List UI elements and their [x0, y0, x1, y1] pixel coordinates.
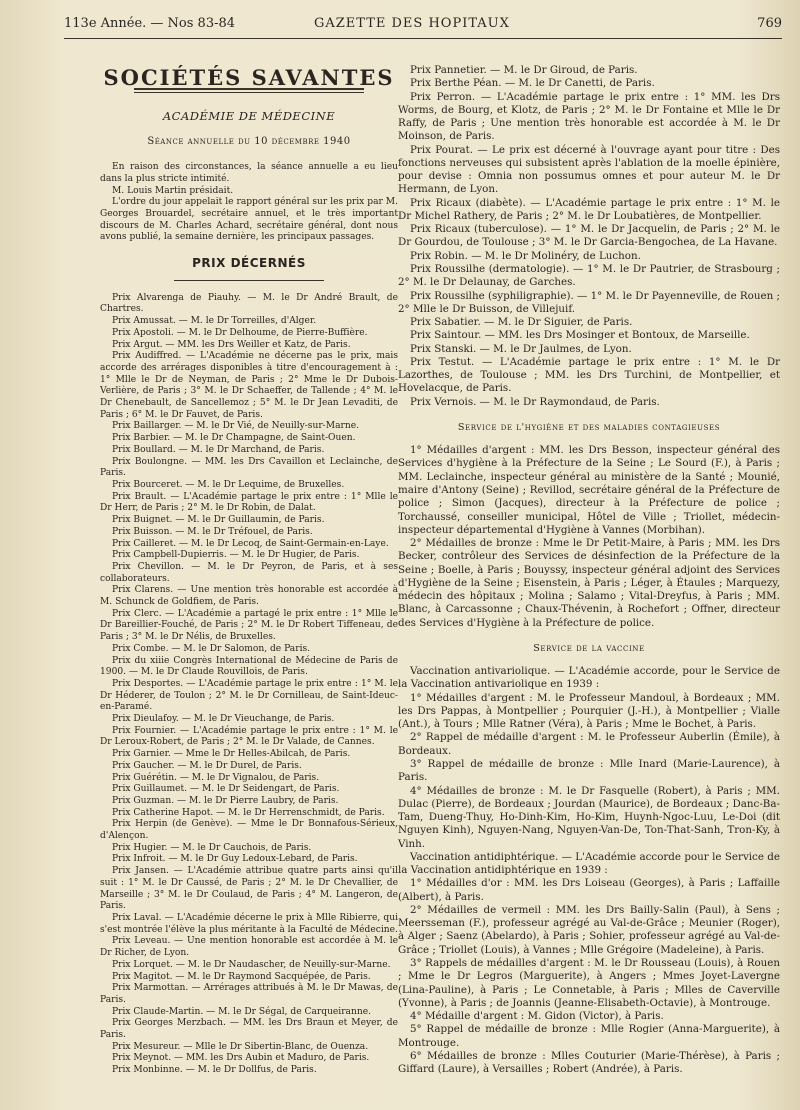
- vaccine-medal-entry: Vaccination antidiphtérique. — L'Académie accorde pour le Service de la Vaccination antidiphtérique en 1939 :: [398, 850, 780, 877]
- prize-entry: Prix Vernois. — M. le Dr Raymondaud, de Paris.: [410, 395, 660, 408]
- prize-entry: Prix Leveau. — Une mention honorable est accordée à M. le Dr Richer, de Lyon.: [100, 936, 398, 959]
- hygiene-heading: Service de l'hygiène et des maladies contagieuses: [457, 421, 721, 433]
- page-header: [64, 14, 782, 38]
- prize-entry: Prix Meynot. — MM. les Drs Aubin et Maduro, de Paris.: [112, 1053, 370, 1064]
- vaccine-medal-entry: 5° Rappel de médaille de bronze : Mlle Rogier (Anna-Marguerite), à Montrouge.: [398, 1023, 780, 1049]
- prize-entry: Prix Pannetier. — M. le Dr Giroud, de Paris.: [410, 64, 638, 76]
- prize-entry: Prix Robin. — M. le Dr Molinéry, de Luchon.: [410, 249, 641, 262]
- right-column: [398, 64, 780, 1076]
- prize-entry: Prix Ricaux (diabète). — L'Académie partage le prix entre : 1° M. le Dr Michel Rathery, de Paris ; 2° M. le Dr Loubatières, de Montpellier.: [398, 196, 780, 222]
- prize-entry: Prix Apostoli. — M. le Dr Delhoume, de Pierre-Buffière.: [112, 327, 368, 338]
- hygiene-medal-entry: 2° Médailles de bronze : Mme le Dr Petit-Maire, à Paris ; MM. les Drs Becker, contrôleur des Services de désinfection de la Préfecture de la Seine ; Boelle, à Paris ; Bouyssy, inspecteur général adjoint des Services d'Hygiène de la Seine ; Eisenstein, à Paris ; Léger, à Étaules ; Marquezy, médecin des hôpitaux ; Molina ; Salamo ; Vital-Dreyfus, à Paris ; MM. Blanc, à Carcassonne ; Chaux-Thévenin, à Rochefort ; Offner, directeur des Services d'Hygiène à la Préfecture de police.: [398, 537, 780, 629]
- prize-entry: Prix du xiiie Congrès International de Médecine de Paris de 1900. — M. le Dr Claude Rouvillois, de Paris.: [100, 655, 398, 678]
- prize-entry: Prix Mesureur. — Mlle le Dr Sibertin-Blanc, de Ouenza.: [112, 1041, 369, 1052]
- journal-title: GAZETTE DES HOPITAUX: [314, 16, 510, 31]
- vaccine-medal-entry: Vaccination antivariolique. — L'Académie accorde, pour le Service de la Vaccination antivariolique en 1939 :: [398, 665, 780, 691]
- prize-entry: Prix Ricaux (tuberculose). — 1° M. le Dr Jacquelin, de Paris ; 2° M. le Dr Gourdou, de Toulouse ; 3° M. le Dr Garcia-Bengochea, de La Havane.: [398, 223, 780, 249]
- prize-entry: Prix Dieulafoy. — M. le Dr Vieuchange, de Paris.: [112, 714, 335, 725]
- prize-entry: Prix Georges Merzbach. — MM. les Drs Braun et Meyer, de Paris.: [100, 1018, 398, 1041]
- prize-entry: Prix Clarens. — Une mention très honorable est accordée à M. Schunck de Goldfiem, de Paris.: [100, 585, 398, 608]
- prize-entry: Prix Garnier. — Mme le Dr Helles-Abilcah, de Paris.: [112, 749, 351, 760]
- prize-entry: Prix Perron. — L'Académie partage le prix entre : 1° MM. les Drs Worms, de Bourg, et Klotz, de Paris ; 2° M. le Dr Fontaine et Mlle le Dr Raffy, de Paris ; Une mention très honorable est accordée à M. le Dr Moinson, de Paris.: [398, 90, 780, 143]
- left-prize-list: [100, 293, 398, 1077]
- prize-entry: Prix Magitot. — M. le Dr Raymond Sacquépée, de Paris.: [112, 971, 371, 982]
- prize-entry: Prix Audiffred. — L'Académie ne décerne pas le prix, mais accorde des arrérages disponibles à titre d'encouragement à : 1° Mlle le Dr de Neyman, de Paris ; 2° Mme le Dr Dubois-Verlière, de Paris ; 3° M. le Dr Schaeffer, de Tallende ; 4° M. le Dr Chenebault, de Sancellemoz ; 5° M. le Dr Jean Levaditi, de Paris ; 6° M. le Dr Fauvet, de Paris.: [100, 351, 398, 420]
- prize-entry: Prix Buignet. — M. le Dr Guillaumin, de Paris.: [112, 515, 325, 526]
- vaccine-medal-entry: 1° Médailles d'argent : M. le Professeur Mandoul, à Bordeaux ; MM. les Drs Pappas, à Montpellier ; Pourquier (J.-H.), à Montpellier ; Vialle (Ant.), à Tours ; Mlle Ratner (Véra), à Paris ; Mme le Bochet, à Paris.: [398, 691, 780, 731]
- vaccine-medal-entry: 6° Médailles de bronze : Mlles Couturier (Marie-Thérèse), à Paris ; Giffard (Laure), à Versailles ; Robert (Andrée), à Paris.: [398, 1049, 780, 1076]
- intro-paragraph: L'ordre du jour appelait le rapport général sur les prix par M. Georges Brouardel, secrétaire annuel, et le très important discours de M. Charles Achard, secrétaire général, dont nous avons publié, la semaine dernière, les principaux passages.: [100, 197, 398, 243]
- intro-paragraph: En raison des circonstances, la séance annuelle a eu lieu dans la plus stricte intimité.: [100, 162, 398, 184]
- prize-entry: Prix Guérétin. — M. le Dr Vignalou, de Paris.: [112, 772, 320, 783]
- prize-entry: Prix Baillarger. — M. le Dr Vié, de Neuilly-sur-Marne.: [112, 421, 359, 432]
- prize-entry: Prix Roussilhe (syphiligraphie). — 1° M. le Dr Payenneville, de Rouen ; 2° Mlle le Dr Buisson, de Villejuif.: [398, 289, 780, 315]
- intro-text: [100, 162, 398, 244]
- prize-entry: Prix Jansen. — L'Académie attribue quatre parts ainsi qu'il suit : 1° M. le Dr Caussé, de Paris ; 2° M. le Dr Chevallier, de Marseille ; 3° M. le Dr Coulaud, de Paris ; 4° M. Langeron, de Paris.: [100, 866, 398, 912]
- vaccine-heading: Service de la vaccine: [533, 642, 645, 654]
- vaccine-medal-entry: 3° Rappel de médaille de bronze : Mlle Inard (Marie-Laurence), à Paris.: [398, 758, 780, 784]
- vaccine-medal-entry: 4° Médailles de bronze : M. le Dr Fasquelle (Robert), à Paris ; MM. Dulac (Pierre), de Bordeaux ; Jourdan (Maurice), de Bordeaux ; Danc-Ba-Tam, Dueng-Thuy, Ho-Dinh-Kim, Ho-Kim, Huynh-Ngoc-Luu, Le-Doi (dit Nguyen Kinh), Nguyen-Nang, Nguyen-Van-De, Ton-That-Sanh, Tron-Ky, à Vinh.: [398, 784, 780, 850]
- prize-entry: Prix Boullard. — M. le Dr Marchand, de Paris.: [112, 444, 325, 455]
- prize-entry: Prix Barbier. — M. le Dr Champagne, de Saint-Ouen.: [112, 433, 356, 444]
- prize-entry: Prix Fournier. — L'Académie partage le prix entre : 1° M. le Dr Leroux-Robert, de Paris ; 2° M. le Dr Valade, de Cannes.: [100, 725, 398, 748]
- prize-entry: Prix Hugier. — M. le Dr Cauchois, de Paris.: [112, 842, 312, 853]
- left-column: [100, 64, 398, 1077]
- prize-entry: Prix Infroit. — M. le Dr Guy Ledoux-Lebard, de Paris.: [112, 854, 358, 865]
- page-number: 769: [757, 16, 782, 31]
- prize-entry: Prix Guillaumet. — M. le Dr Seidengart, de Paris.: [112, 784, 340, 795]
- intro-paragraph: M. Louis Martin présidait.: [112, 185, 234, 196]
- prize-entry: Prix Clerc. — L'Académie a partagé le prix entre : 1° Mlle le Dr Bareillier-Fouché, de Paris ; 2° M. le Dr Robert Tiffeneau, de Paris ; 3° M. le Dr Nélis, de Bruxelles.: [100, 608, 398, 643]
- prize-entry: Prix Laval. — L'Académie décerne le prix à Mlle Ribierre, qui s'est montrée l'élève la plus méritante à la Faculté de Médecine.: [100, 913, 398, 935]
- academy-title: ACADÉMIE DE MÉDECINE: [162, 108, 336, 123]
- prize-entry: Prix Cailleret. — M. le Dr Lecoq, de Saint-Germain-en-Laye.: [112, 538, 389, 549]
- prize-entry: Prix Marmottan. — Arrérages attribués à M. le Dr Mawas, de Paris.: [100, 983, 398, 1005]
- prize-entry: Prix Campbell-Dupierris. — M. le Dr Hugier, de Paris.: [112, 550, 360, 561]
- vaccine-list: [398, 665, 780, 1076]
- prize-entry: Prix Alvarenga de Piauhy. — M. le Dr André Brault, de Chartres.: [100, 292, 398, 315]
- vaccine-medal-entry: 2° Rappel de médaille d'argent : M. le Professeur Auberlin (Émile), à Bordeaux.: [398, 731, 780, 757]
- prize-entry: Prix Boulongne. — MM. les Drs Cavaillon et Leclainche, de Paris.: [100, 456, 398, 479]
- prize-entry: Prix Claude-Martin. — M. le Dr Ségal, de Carqueiranne.: [112, 1006, 371, 1017]
- prize-entry: Prix Herpin (de Genève). — Mme le Dr Bonnafous-Sérieux, d'Alençon.: [100, 819, 398, 842]
- prize-entry: Prix Berthe Péan. — M. le Dr Canetti, de Paris.: [410, 77, 655, 90]
- prize-entry: Prix Buisson. — M. le Dr Tréfouel, de Paris.: [112, 526, 313, 537]
- prize-entry: Prix Bourceret. — M. le Dr Lequime, de Bruxelles.: [112, 479, 345, 490]
- header-rule: [64, 38, 782, 39]
- prize-entry: Prix Saintour. — MM. les Drs Mosinger et Bontoux, de Marseille.: [410, 329, 750, 342]
- session-date: Séance annuelle du 10 décembre 1940: [147, 136, 351, 148]
- section-title: SOCIÉTÉS SAVANTES: [103, 65, 395, 90]
- prize-entry: Prix Desportes. — L'Académie partage le prix entre : 1° M. le Dr Héderer, de Toulon ; 2° M. le Dr Cornilleau, de Saint-Ideuc-en-Paramé.: [100, 678, 398, 713]
- vaccine-medal-entry: 1° Médailles d'or : MM. les Drs Loiseau (Georges), à Paris ; Laffaille (Albert), à Paris.: [398, 877, 780, 903]
- right-prize-list: [398, 64, 780, 409]
- issue-number: 113e Année. — Nos 83-84: [64, 16, 236, 31]
- prize-entry: Prix Chevillon. — M. le Dr Peyron, de Paris, et à ses collaborateurs.: [100, 561, 398, 584]
- vaccine-medal-entry: 3° Rappels de médailles d'argent : M. le Dr Rousseau (Louis), à Rouen ; Mme le Dr Legros (Marguerite), à Angers ; Mmes Joyet-Lavergne (Lina-Pauline), à Paris ; Le Connetable, à Paris ; Mlles de Caverville (Yvonne), à Paris ; de Joannis (Jeanne-Elisabeth-Octavie), à Montrouge.: [398, 957, 780, 1009]
- hygiene-medal-entry: 1° Médailles d'argent : MM. les Drs Besson, inspecteur général des Services d'hygiène à la Préfecture de la Seine ; Le Sourd (F.), à Paris ; MM. Leclainche, inspecteur général au ministère de la Santé ; Mounié, maire d'Antony (Seine) ; Revillod, secrétaire général de la Préfecture de police ; Simon (Jacques), directeur à la Préfecture de police ; Torchaussé, conseiller municipal, Hôtel de Ville ; Triollet, médecin-inspecteur départemental d'Hygiène à Vannes (Morbihan).: [398, 444, 780, 536]
- hygiene-list: [398, 444, 780, 630]
- prizes-rule: [174, 280, 324, 281]
- prize-entry: Prix Gaucher. — M. le Dr Durel, de Paris.: [112, 760, 302, 771]
- prize-entry: Prix Catherine Hapot. — M. le Dr Herrenschmidt, de Paris.: [112, 807, 385, 818]
- prize-entry: Prix Monbinne. — M. le Dr Dollfus, de Paris.: [112, 1065, 317, 1076]
- prize-entry: Prix Sabatier. — M. le Dr Siguier, de Paris.: [410, 316, 633, 329]
- prize-entry: Prix Roussilhe (dermatologie). — 1° M. le Dr Pautrier, de Strasbourg ; 2° M. le Dr Delaunay, de Garches.: [398, 262, 780, 289]
- vaccine-medal-entry: 4° Médaille d'argent : M. Gidon (Victor), à Paris.: [410, 1010, 664, 1023]
- prize-entry: Prix Lorquet. — M. le Dr Naudascher, de Neuilly-sur-Marne.: [112, 959, 391, 970]
- prize-entry: Prix Combe. — M. le Dr Salomon, de Paris.: [112, 643, 311, 654]
- vaccine-medal-entry: 2° Médailles de vermeil : MM. les Drs Bailly-Salin (Paul), à Sens ; Meersseman (F.), professeur agrégé au Val-de-Grâce ; Meunier (Roger), à Alger ; Saenz (Abelardo), à Paris ; Sohier, professeur agrégé au Val-de-Grâce ; Triollet (Louis), à Vannes ; Mlle Grégoire (Madeleine), à Paris.: [398, 903, 780, 956]
- prize-entry: Prix Pourat. — Le prix est décerné à l'ouvrage ayant pour titre : Des fonctions nerveuses qui subsistent après l'ablation de la moelle épinière, pour devise : Omnia non possumus omnes et pour auteur M. le Dr Hermann, de Lyon.: [398, 143, 780, 196]
- prizes-heading: PRIX DÉCERNÉS: [192, 256, 306, 271]
- prize-entry: Prix Testut. — L'Académie partage le prix entre : 1° M. le Dr Lazorthes, de Toulouse ; MM. les Drs Turchini, de Montpellier, et Hovelacque, de Paris.: [398, 355, 780, 395]
- prize-entry: Prix Argut. — MM. les Drs Weiller et Katz, de Paris.: [112, 339, 351, 350]
- prize-entry: Prix Amussat. — M. le Dr Torreilles, d'Alger.: [112, 316, 317, 327]
- prize-entry: Prix Brault. — L'Académie partage le prix entre : 1° Mlle le Dr Herr, de Paris ; 2° M. le Dr Robin, de Dalat.: [100, 491, 398, 514]
- prize-entry: Prix Stanski. — M. le Dr Jaulmes, de Lyon.: [410, 342, 632, 355]
- prize-entry: Prix Guzman. — M. le Dr Pierre Laubry, de Paris.: [112, 795, 339, 806]
